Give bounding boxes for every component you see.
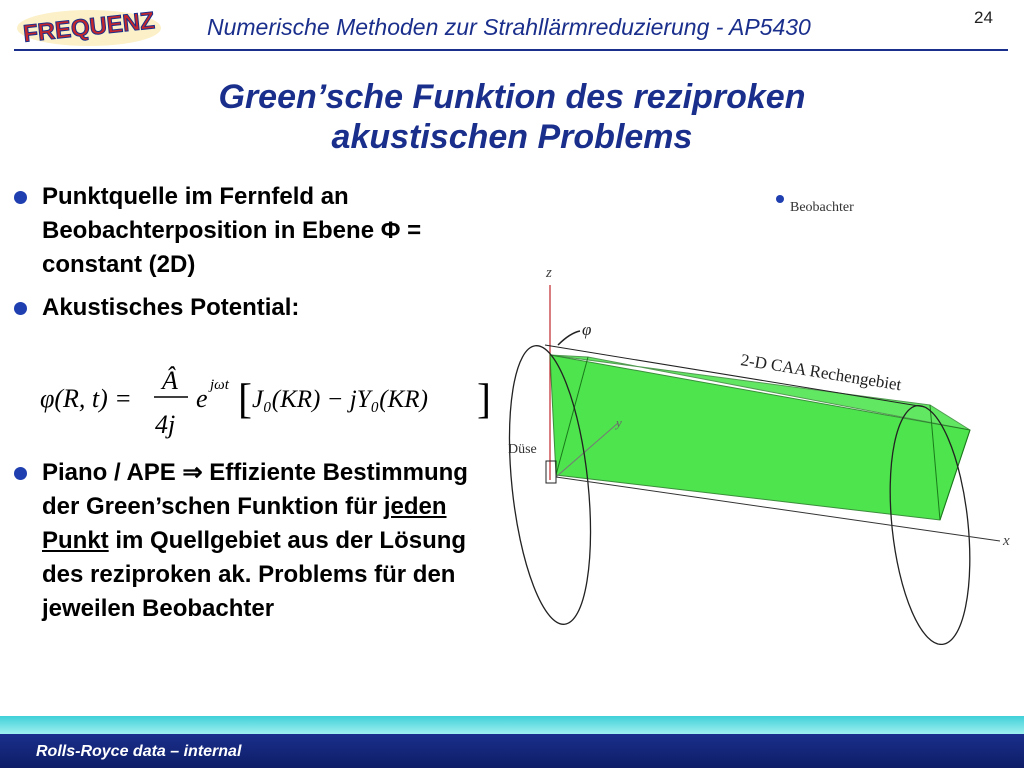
- x-axis-label: x: [1003, 533, 1010, 549]
- z-axis-label: z: [546, 265, 552, 281]
- observer-label: Beobachter: [790, 200, 854, 215]
- formula-denominator: 4j: [155, 410, 176, 439]
- bullet-text: Punktquelle im Fernfeld an Beobachterposition in Ebene Φ = constant (2D): [42, 183, 422, 278]
- bullet-text-pre: Piano / APE ⇒ Effiziente Bestimmung der Green’schen Funktion für: [42, 459, 468, 520]
- bracket-left: [: [238, 377, 252, 423]
- bullet-dot: [14, 302, 27, 315]
- bullet-text-underlined: jeden Punkt: [42, 493, 447, 554]
- page-number: 24: [974, 8, 993, 27]
- footer: [0, 734, 1024, 768]
- slide-title: [60, 77, 964, 157]
- bullet-text-post: im Quellgebiet aus der Lösung des reziproken ak. Problems für den jeweilen Beobachter: [42, 527, 467, 622]
- frequenz-logo: [14, 4, 164, 48]
- bullet-acoustic-potential: [14, 291, 484, 325]
- bullet-text: Akustisches Potential:: [42, 294, 300, 321]
- formula-bracket-content: J₀(KR) − jY₀(KR): [252, 386, 428, 413]
- bullet-piano-ape: [14, 456, 484, 660]
- nozzle-label: Düse: [508, 442, 537, 457]
- header-rule: [14, 49, 1008, 51]
- formula: [40, 345, 500, 445]
- bullet-text: [42, 456, 502, 626]
- logo-text: FREQUENZ: [21, 7, 156, 48]
- formula-exponent: jωt: [210, 377, 229, 393]
- footer-accent-band: [0, 716, 1024, 734]
- formula-lhs: φ(R, t) =: [40, 384, 132, 413]
- bullet-point-source: [14, 180, 484, 284]
- domain-diagram: [500, 185, 1020, 645]
- formula-numerator: Â: [162, 366, 178, 395]
- phi-arrow: [558, 331, 580, 345]
- slide-title-line-1: Green’sche Funktion des reziproken: [218, 78, 806, 116]
- observer-dot: [776, 195, 784, 203]
- bullet-dot: [14, 191, 27, 204]
- header-title: Numerische Methoden zur Strahllärmreduzierung - AP5430: [207, 14, 811, 40]
- formula-e: e: [196, 384, 208, 413]
- phi-label: φ: [582, 320, 592, 339]
- nozzle: [546, 461, 556, 483]
- bullet-dot: [14, 467, 27, 480]
- domain-label: 2-D CAA Rechengebiet: [739, 350, 903, 395]
- y-axis-label: y: [616, 415, 622, 430]
- bracket-right: ]: [477, 377, 491, 423]
- slide-title-line-2: akustischen Problems: [331, 118, 693, 156]
- footer-text: Rolls-Royce data – internal: [36, 743, 242, 760]
